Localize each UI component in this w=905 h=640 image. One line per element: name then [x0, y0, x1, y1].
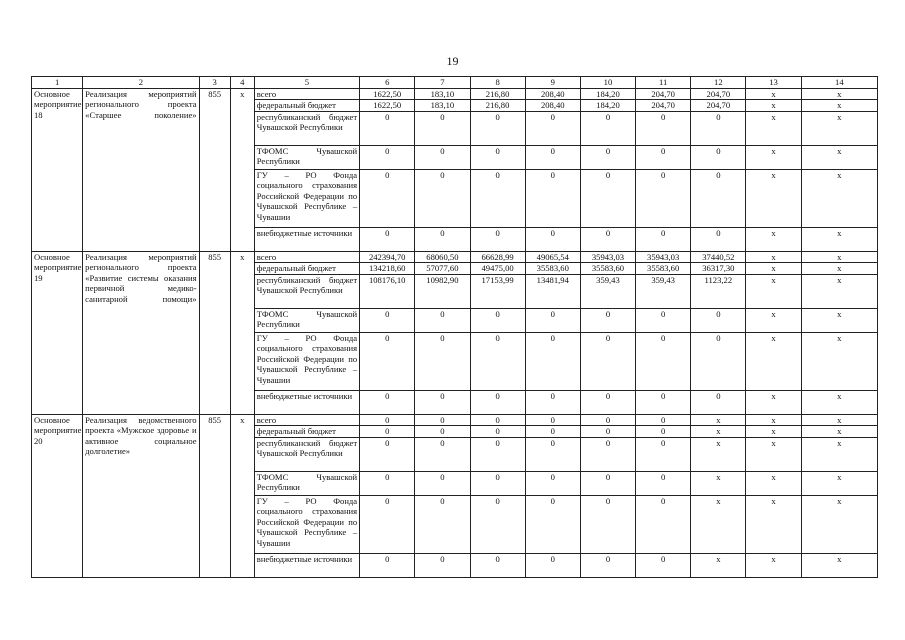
amount-cell: 0	[525, 553, 580, 577]
amount-cell: 0	[360, 227, 415, 251]
amount-cell: 184,20	[580, 100, 635, 112]
amount-cell: x	[746, 263, 801, 275]
amount-cell: 359,43	[636, 274, 691, 308]
amount-cell: x	[746, 308, 801, 332]
amount-cell: 0	[415, 495, 470, 553]
amount-cell: 1622,50	[360, 88, 415, 100]
amount-cell: 0	[525, 414, 580, 426]
event-mark: x	[230, 414, 254, 577]
amount-cell: 0	[470, 145, 525, 169]
amount-cell: 0	[636, 111, 691, 145]
amount-cell: 134218,60	[360, 263, 415, 275]
amount-cell: 183,10	[415, 88, 470, 100]
amount-cell: x	[746, 169, 801, 227]
amount-cell: 0	[580, 471, 635, 495]
event-name: Реализация ведомственного проекта «Мужское здоровье и активное социальное долголетие»	[83, 414, 199, 577]
amount-cell: 37440,52	[691, 251, 746, 263]
amount-cell: 0	[360, 437, 415, 471]
amount-cell: 0	[470, 553, 525, 577]
amount-cell: 0	[580, 390, 635, 414]
amount-cell: 242394,70	[360, 251, 415, 263]
amount-cell: 108176,10	[360, 274, 415, 308]
amount-cell: 0	[636, 495, 691, 553]
amount-cell: 204,70	[691, 88, 746, 100]
page-number: 19	[446, 54, 459, 68]
amount-cell: 66628,99	[470, 251, 525, 263]
amount-cell: 0	[525, 227, 580, 251]
amount-cell: x	[691, 471, 746, 495]
amount-cell: 0	[415, 111, 470, 145]
amount-cell: x	[746, 332, 801, 390]
amount-cell: x	[801, 426, 877, 438]
amount-cell: 1123,22	[691, 274, 746, 308]
funding-source: ТФОМС Чувашской Республики	[254, 145, 359, 169]
amount-cell: x	[746, 100, 801, 112]
amount-cell: 0	[525, 332, 580, 390]
amount-cell: 0	[360, 553, 415, 577]
amount-cell: 0	[360, 390, 415, 414]
amount-cell: 0	[525, 390, 580, 414]
amount-cell: 0	[360, 169, 415, 227]
amount-cell: x	[746, 251, 801, 263]
amount-cell: x	[746, 553, 801, 577]
amount-cell: 184,20	[580, 88, 635, 100]
amount-cell: 216,80	[470, 100, 525, 112]
amount-cell: 0	[470, 414, 525, 426]
amount-cell: 0	[470, 495, 525, 553]
amount-cell: x	[801, 251, 877, 263]
amount-cell: x	[801, 437, 877, 471]
amount-cell: 0	[636, 414, 691, 426]
amount-cell: 208,40	[525, 100, 580, 112]
amount-cell: 0	[691, 390, 746, 414]
event-label: Основное мероприятие 20	[32, 414, 83, 577]
amount-cell: 35583,60	[636, 263, 691, 275]
event-label: Основное мероприятие 19	[32, 251, 83, 414]
amount-cell: 0	[360, 426, 415, 438]
amount-cell: x	[746, 88, 801, 100]
amount-cell: 0	[470, 426, 525, 438]
amount-cell: x	[801, 169, 877, 227]
funding-source: внебюджетные источники	[254, 227, 359, 251]
funding-source: федеральный бюджет	[254, 426, 359, 438]
amount-cell: 0	[415, 471, 470, 495]
amount-cell: 13481,94	[525, 274, 580, 308]
amount-cell: x	[746, 471, 801, 495]
amount-cell: x	[746, 274, 801, 308]
amount-cell: 35943,03	[580, 251, 635, 263]
amount-cell: 0	[415, 437, 470, 471]
amount-cell: 49475,00	[470, 263, 525, 275]
amount-cell: x	[746, 414, 801, 426]
amount-cell: 0	[470, 437, 525, 471]
amount-cell: 216,80	[470, 88, 525, 100]
amount-cell: 0	[525, 169, 580, 227]
amount-cell: 17153,99	[470, 274, 525, 308]
amount-cell: 204,70	[636, 100, 691, 112]
column-number: 8	[470, 77, 525, 89]
event-name: Реализация мероприятий регионального проекта «Развитие системы оказания первичной медико-санитарной помощи»	[83, 251, 199, 414]
funding-source: внебюджетные источники	[254, 390, 359, 414]
amount-cell: 0	[525, 437, 580, 471]
amount-cell: x	[746, 145, 801, 169]
column-number: 2	[83, 77, 199, 89]
amount-cell: x	[746, 437, 801, 471]
amount-cell: 0	[415, 169, 470, 227]
amount-cell: 0	[470, 332, 525, 390]
amount-cell: 0	[636, 426, 691, 438]
amount-cell: 0	[691, 308, 746, 332]
amount-cell: 0	[636, 308, 691, 332]
amount-cell: 0	[580, 169, 635, 227]
amount-cell: 68060,50	[415, 251, 470, 263]
column-number: 9	[525, 77, 580, 89]
amount-cell: 0	[636, 471, 691, 495]
funding-source: ТФОМС Чувашской Республики	[254, 308, 359, 332]
amount-cell: 0	[360, 332, 415, 390]
funding-source: федеральный бюджет	[254, 100, 359, 112]
amount-cell: x	[801, 414, 877, 426]
amount-cell: 35943,03	[636, 251, 691, 263]
amount-cell: 0	[691, 227, 746, 251]
amount-cell: 0	[525, 426, 580, 438]
amount-cell: 0	[470, 111, 525, 145]
amount-cell: x	[801, 145, 877, 169]
amount-cell: 0	[580, 426, 635, 438]
amount-cell: x	[746, 111, 801, 145]
event-mark: x	[230, 88, 254, 251]
amount-cell: 0	[691, 169, 746, 227]
event-mark: x	[230, 251, 254, 414]
amount-cell: 10982,90	[415, 274, 470, 308]
funding-source: внебюджетные источники	[254, 553, 359, 577]
amount-cell: 0	[525, 471, 580, 495]
amount-cell: 0	[580, 437, 635, 471]
amount-cell: x	[746, 495, 801, 553]
amount-cell: 0	[415, 145, 470, 169]
amount-cell: x	[801, 553, 877, 577]
amount-cell: 0	[470, 471, 525, 495]
amount-cell: x	[801, 274, 877, 308]
amount-cell: x	[691, 495, 746, 553]
column-number-row	[32, 77, 878, 89]
amount-cell: 0	[580, 145, 635, 169]
amount-cell: 0	[360, 414, 415, 426]
table-row	[32, 88, 878, 100]
amount-cell: 0	[360, 471, 415, 495]
funding-source: ГУ – РО Фонда социального страхования Российской Федерации по Чувашской Республике – Чувашии	[254, 495, 359, 553]
amount-cell: x	[801, 227, 877, 251]
amount-cell: 0	[580, 495, 635, 553]
amount-cell: 35583,60	[580, 263, 635, 275]
amount-cell: x	[801, 88, 877, 100]
amount-cell: 49065,54	[525, 251, 580, 263]
amount-cell: 183,10	[415, 100, 470, 112]
amount-cell: 0	[636, 145, 691, 169]
amount-cell: x	[691, 553, 746, 577]
amount-cell: x	[801, 308, 877, 332]
budget-table	[31, 76, 878, 578]
amount-cell: 36317,30	[691, 263, 746, 275]
amount-cell: 0	[580, 553, 635, 577]
amount-cell: x	[801, 495, 877, 553]
amount-cell: x	[801, 111, 877, 145]
funding-source: федеральный бюджет	[254, 263, 359, 275]
amount-cell: 0	[580, 414, 635, 426]
column-number: 6	[360, 77, 415, 89]
amount-cell: x	[801, 263, 877, 275]
amount-cell: 0	[691, 332, 746, 390]
event-name: Реализация мероприятий регионального проекта «Старшее поколение»	[83, 88, 199, 251]
amount-cell: x	[746, 227, 801, 251]
amount-cell: 35583,60	[525, 263, 580, 275]
column-number: 10	[580, 77, 635, 89]
funding-source: республиканский бюджет Чувашской Республики	[254, 437, 359, 471]
amount-cell: 0	[470, 390, 525, 414]
amount-cell: 204,70	[691, 100, 746, 112]
amount-cell: 0	[525, 495, 580, 553]
amount-cell: 0	[360, 308, 415, 332]
amount-cell: 0	[636, 332, 691, 390]
amount-cell: 0	[525, 145, 580, 169]
column-number: 7	[415, 77, 470, 89]
amount-cell: x	[691, 414, 746, 426]
amount-cell: 0	[470, 227, 525, 251]
amount-cell: x	[801, 332, 877, 390]
amount-cell: 0	[580, 308, 635, 332]
amount-cell: 204,70	[636, 88, 691, 100]
funding-source: ГУ – РО Фонда социального страхования Российской Федерации по Чувашской Республике – Чувашии	[254, 169, 359, 227]
amount-cell: x	[746, 390, 801, 414]
amount-cell: 0	[470, 308, 525, 332]
amount-cell: 0	[636, 390, 691, 414]
table-row	[32, 251, 878, 263]
amount-cell: 359,43	[580, 274, 635, 308]
funding-source: республиканский бюджет Чувашской Республики	[254, 274, 359, 308]
amount-cell: 1622,50	[360, 100, 415, 112]
amount-cell: 0	[415, 308, 470, 332]
amount-cell: x	[691, 437, 746, 471]
column-number: 1	[32, 77, 83, 89]
event-code: 855	[199, 414, 230, 577]
column-number: 11	[636, 77, 691, 89]
amount-cell: 0	[415, 227, 470, 251]
amount-cell: x	[801, 390, 877, 414]
amount-cell: 0	[636, 169, 691, 227]
event-code: 855	[199, 88, 230, 251]
amount-cell: 0	[691, 145, 746, 169]
column-number: 4	[230, 77, 254, 89]
amount-cell: 0	[525, 111, 580, 145]
event-code: 855	[199, 251, 230, 414]
amount-cell: 0	[360, 145, 415, 169]
amount-cell: 0	[580, 111, 635, 145]
funding-source: всего	[254, 251, 359, 263]
amount-cell: 0	[360, 495, 415, 553]
column-number: 3	[199, 77, 230, 89]
amount-cell: 0	[636, 227, 691, 251]
amount-cell: 0	[470, 169, 525, 227]
amount-cell: 0	[360, 111, 415, 145]
amount-cell: 0	[691, 111, 746, 145]
amount-cell: 0	[580, 227, 635, 251]
amount-cell: 0	[415, 414, 470, 426]
amount-cell: x	[746, 426, 801, 438]
column-number: 5	[254, 77, 359, 89]
column-number: 14	[801, 77, 877, 89]
funding-source: всего	[254, 88, 359, 100]
amount-cell: x	[691, 426, 746, 438]
column-number: 13	[746, 77, 801, 89]
amount-cell: 0	[636, 553, 691, 577]
funding-source: республиканский бюджет Чувашской Республики	[254, 111, 359, 145]
amount-cell: 208,40	[525, 88, 580, 100]
amount-cell: 0	[636, 437, 691, 471]
amount-cell: x	[801, 471, 877, 495]
funding-source: всего	[254, 414, 359, 426]
amount-cell: x	[801, 100, 877, 112]
amount-cell: 0	[580, 332, 635, 390]
funding-source: ГУ – РО Фонда социального страхования Российской Федерации по Чувашской Республике – Чувашии	[254, 332, 359, 390]
amount-cell: 0	[415, 390, 470, 414]
funding-source: ТФОМС Чувашской Республики	[254, 471, 359, 495]
amount-cell: 0	[415, 332, 470, 390]
amount-cell: 0	[415, 553, 470, 577]
amount-cell: 0	[525, 308, 580, 332]
column-number: 12	[691, 77, 746, 89]
amount-cell: 0	[415, 426, 470, 438]
amount-cell: 57077,60	[415, 263, 470, 275]
event-label: Основное мероприятие 18	[32, 88, 83, 251]
table-row	[32, 414, 878, 426]
